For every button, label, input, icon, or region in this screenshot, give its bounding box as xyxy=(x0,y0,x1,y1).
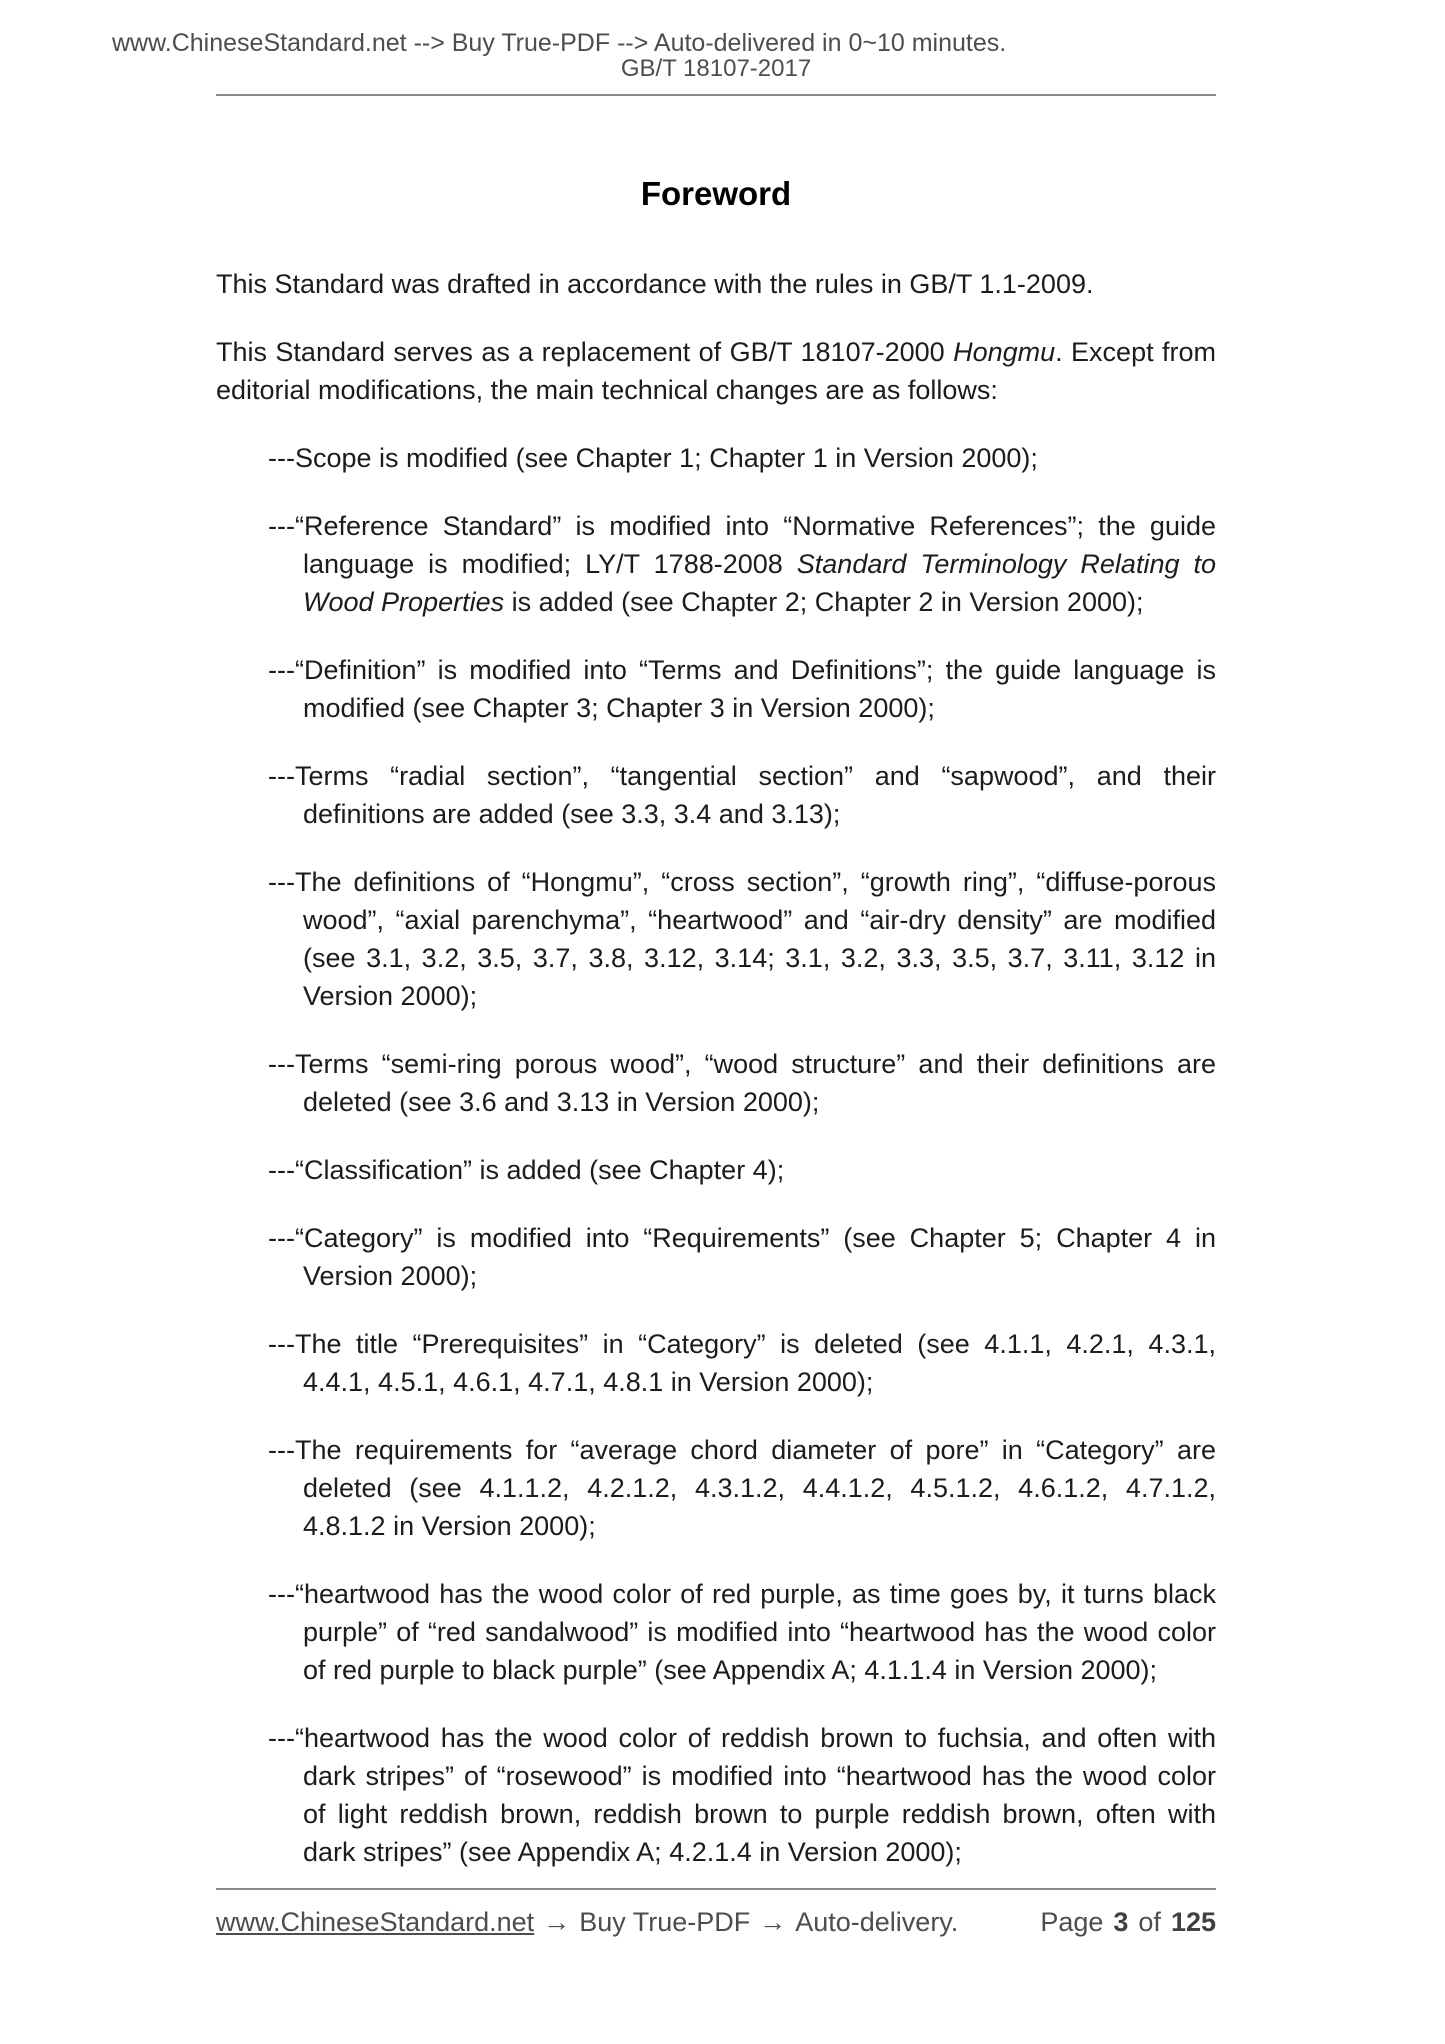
replaced-standard-title: Hongmu xyxy=(953,337,1056,367)
change-item-terms-added: ---Terms “radial section”, “tangential section” and “sapwood”, and their definitions are added (see 3.3, 3.4 and 3.13); xyxy=(268,761,1216,829)
change-item-rosewood: ---“heartwood has the wood color of reddish brown to fuchsia, and often with dark stripes” of “rosewood” is modified into “heartwood has the wood color of light reddish brown, reddish brown to purple reddish brown, often with dark stripes” (see Appendix A; 4.2.1.4 in Version 2000); xyxy=(268,1723,1216,1867)
change-item-category-modified: ---“Category” is modified into “Requirements” (see Chapter 5; Chapter 4 in Version 2000); xyxy=(268,1223,1216,1291)
change-item-classification-added: ---“Classification” is added (see Chapter 4); xyxy=(268,1155,785,1185)
page-label: Page xyxy=(1040,1907,1104,1937)
change-item-normative-end: is added (see Chapter 2; Chapter 2 in Version 2000); xyxy=(504,587,1144,617)
header-banner: www.ChineseStandard.net --> Buy True-PDF --> Auto-delivered in 0~10 minutes. xyxy=(112,29,1007,57)
change-item-pore-diameter-deleted: ---The requirements for “average chord diameter of pore” in “Category” are deleted (see 4.1.1.2, 4.2.1.2, 4.3.1.2, 4.4.1.2, 4.5.1.2, 4.6.1.2, 4.7.1.2, 4.8.1.2 in Version 2000); xyxy=(268,1435,1216,1541)
change-item-scope: ---Scope is modified (see Chapter 1; Chapter 1 in Version 2000); xyxy=(268,443,1038,473)
footer-divider xyxy=(216,1888,1216,1890)
site-link[interactable]: www.ChineseStandard.net xyxy=(216,1907,535,1937)
paragraph-drafting-rules: This Standard was drafted in accordance with the rules in GB/T 1.1-2009. xyxy=(216,269,1094,299)
paragraph-replacement-start: This Standard serves as a replacement of GB/T 18107-2000 xyxy=(216,337,954,367)
paragraph-replacement-end: . Except from editorial modifications, the main technical changes are as follows: xyxy=(216,337,1216,405)
page-indicator xyxy=(1040,1903,1216,1941)
change-item-prerequisites-deleted: ---The title “Prerequisites” in “Category” is deleted (see 4.1.1, 4.2.1, 4.3.1, 4.4.1, 4.5.1, 4.6.1, 4.7.1, 4.8.1 in Version 2000); xyxy=(268,1329,1216,1397)
change-item-definitions: ---“Definition” is modified into “Terms and Definitions”; the guide language is modified (see Chapter 3; Chapter 3 in Version 2000); xyxy=(268,655,1216,723)
change-item-normative-start: ---“Reference Standard” is modified into “Normative References”; the guide language is modified; LY/T 1788-2008 xyxy=(268,511,1216,579)
footer-tagline xyxy=(216,1903,958,1941)
current-page-number: 3 xyxy=(1113,1907,1129,1937)
page-footer xyxy=(216,1903,1216,1941)
change-item-definitions-modified: ---The definitions of “Hongmu”, “cross section”, “growth ring”, “diffuse-porous wood”, “axial parenchyma”, “heartwood” and “air-dry density” are modified (see 3.1, 3.2, 3.5, 3.7, 3.8, 3.12, 3.14; 3.1, 3.2, 3.3, 3.5, 3.7, 3.11, 3.12 in Version 2000); xyxy=(268,867,1216,1011)
footer-buy-text: Buy True-PDF xyxy=(579,1907,751,1937)
of-label: of xyxy=(1138,1907,1161,1937)
change-item-normative-references xyxy=(216,507,1216,621)
arrow-right-icon: → xyxy=(759,1907,787,1937)
total-page-count: 125 xyxy=(1170,1907,1216,1937)
page-title: Foreword xyxy=(640,175,792,212)
arrow-right-icon: → xyxy=(543,1907,571,1937)
paragraph-replacement xyxy=(216,333,1216,409)
referenced-standard-title: Standard Terminology Relating to Wood Properties xyxy=(303,549,1216,617)
document-number: GB/T 18107-2017 xyxy=(620,55,812,82)
header-divider xyxy=(216,94,1216,96)
change-item-red-sandalwood: ---“heartwood has the wood color of red purple, as time goes by, it turns black purple” of “red sandalwood” is modified into “heartwood has the wood color of red purple to black purple” (see Appendix A; 4.1.1.4 in Version 2000); xyxy=(268,1579,1216,1685)
document-body xyxy=(216,172,1216,1901)
footer-delivery-text: Auto-delivery. xyxy=(795,1907,959,1937)
change-item-terms-deleted: ---Terms “semi-ring porous wood”, “wood structure” and their definitions are deleted (see 3.6 and 3.13 in Version 2000); xyxy=(268,1049,1216,1117)
